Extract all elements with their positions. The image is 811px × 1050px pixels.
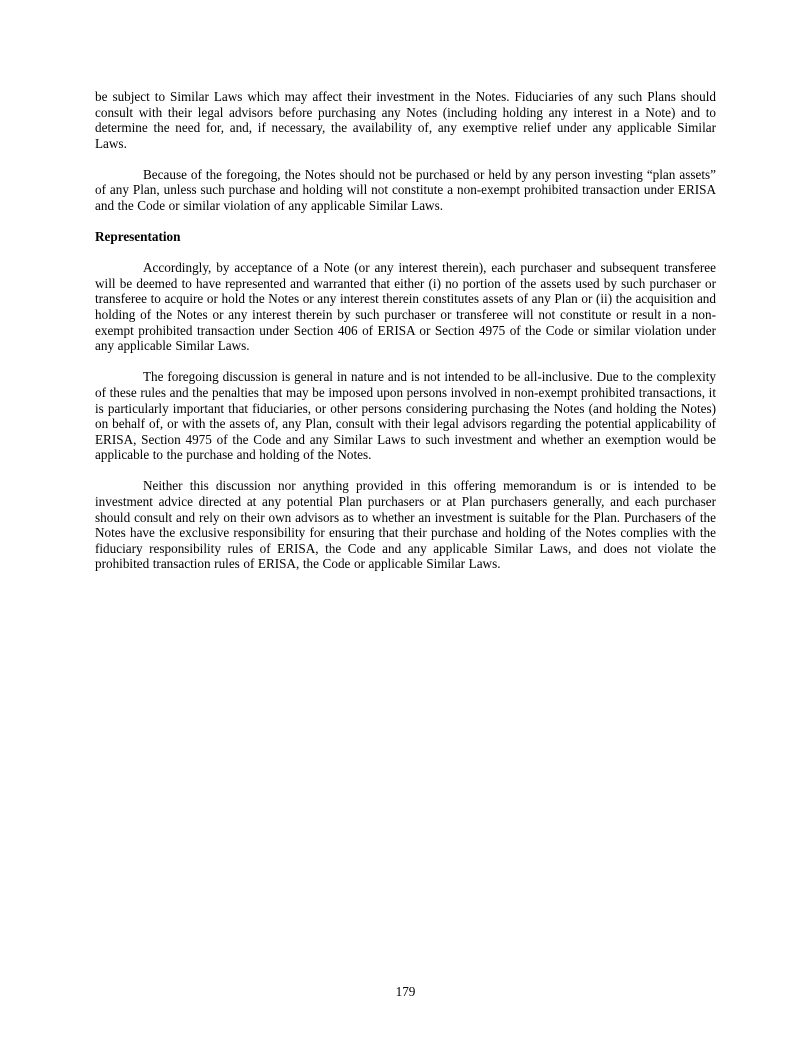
paragraph-accordingly: Accordingly, by acceptance of a Note (or any interest therein), each purchaser and subsequent transferee will be deemed to have represented and warranted that either (i) no portion of the assets used by such purchaser or transferee to acquire or hold the Notes or any interest therein constitutes assets of any Plan or (ii) the acquisition and holding of the Notes or any interest therein by such purchaser or transferee will not constitute or result in a non-exempt prohibited transaction under Section 406 of ERISA or Section 4975 of the Code or similar violation under any applicable Similar Laws. (95, 260, 716, 354)
section-heading-representation: Representation (95, 229, 181, 245)
page-number: 179 (395, 984, 416, 999)
paragraph-because-of-foregoing: Because of the foregoing, the Notes should not be purchased or held by any person investing “plan assets” of any Plan, unless such purchase and holding will not constitute a non-exempt prohibited transaction under ERISA and the Code or similar violation of any applicable Similar Laws. (95, 166, 716, 214)
paragraph-continuation: be subject to Similar Laws which may affect their investment in the Notes. Fiduciaries of any such Plans should consult with their legal advisors before purchasing any Notes (including holding any interest in a Note) and to determine the need for, and, if necessary, the availability of, any exemptive relief under any applicable Similar Laws. (95, 89, 716, 151)
document-body (95, 89, 716, 587)
paragraph-neither-discussion: Neither this discussion nor anything provided in this offering memorandum is or is intended to be investment advice directed at any potential Plan purchasers or at Plan purchasers generally, and each purchaser should consult and rely on their own advisors as to whether an investment is suitable for the Plan. Purchasers of the Notes have the exclusive responsibility for ensuring that their purchase and holding of the Notes complies with the fiduciary responsibility rules of ERISA, the Code and any applicable Similar Laws, and does not violate the prohibited transaction rules of ERISA, the Code or applicable Similar Laws. (95, 478, 716, 572)
paragraph-foregoing-discussion: The foregoing discussion is general in nature and is not intended to be all-inclusive. Due to the complexity of these rules and the penalties that may be imposed upon persons involved in non-exempt prohibited transactions, it is particularly important that fiduciaries, or other persons considering purchasing the Notes (and holding the Notes) on behalf of, or with the assets of, any Plan, consult with their legal advisors regarding the potential applicability of ERISA, Section 4975 of the Code and any Similar Laws to such investment and whether an exemption would be applicable to the purchase and holding of the Notes. (95, 369, 716, 463)
